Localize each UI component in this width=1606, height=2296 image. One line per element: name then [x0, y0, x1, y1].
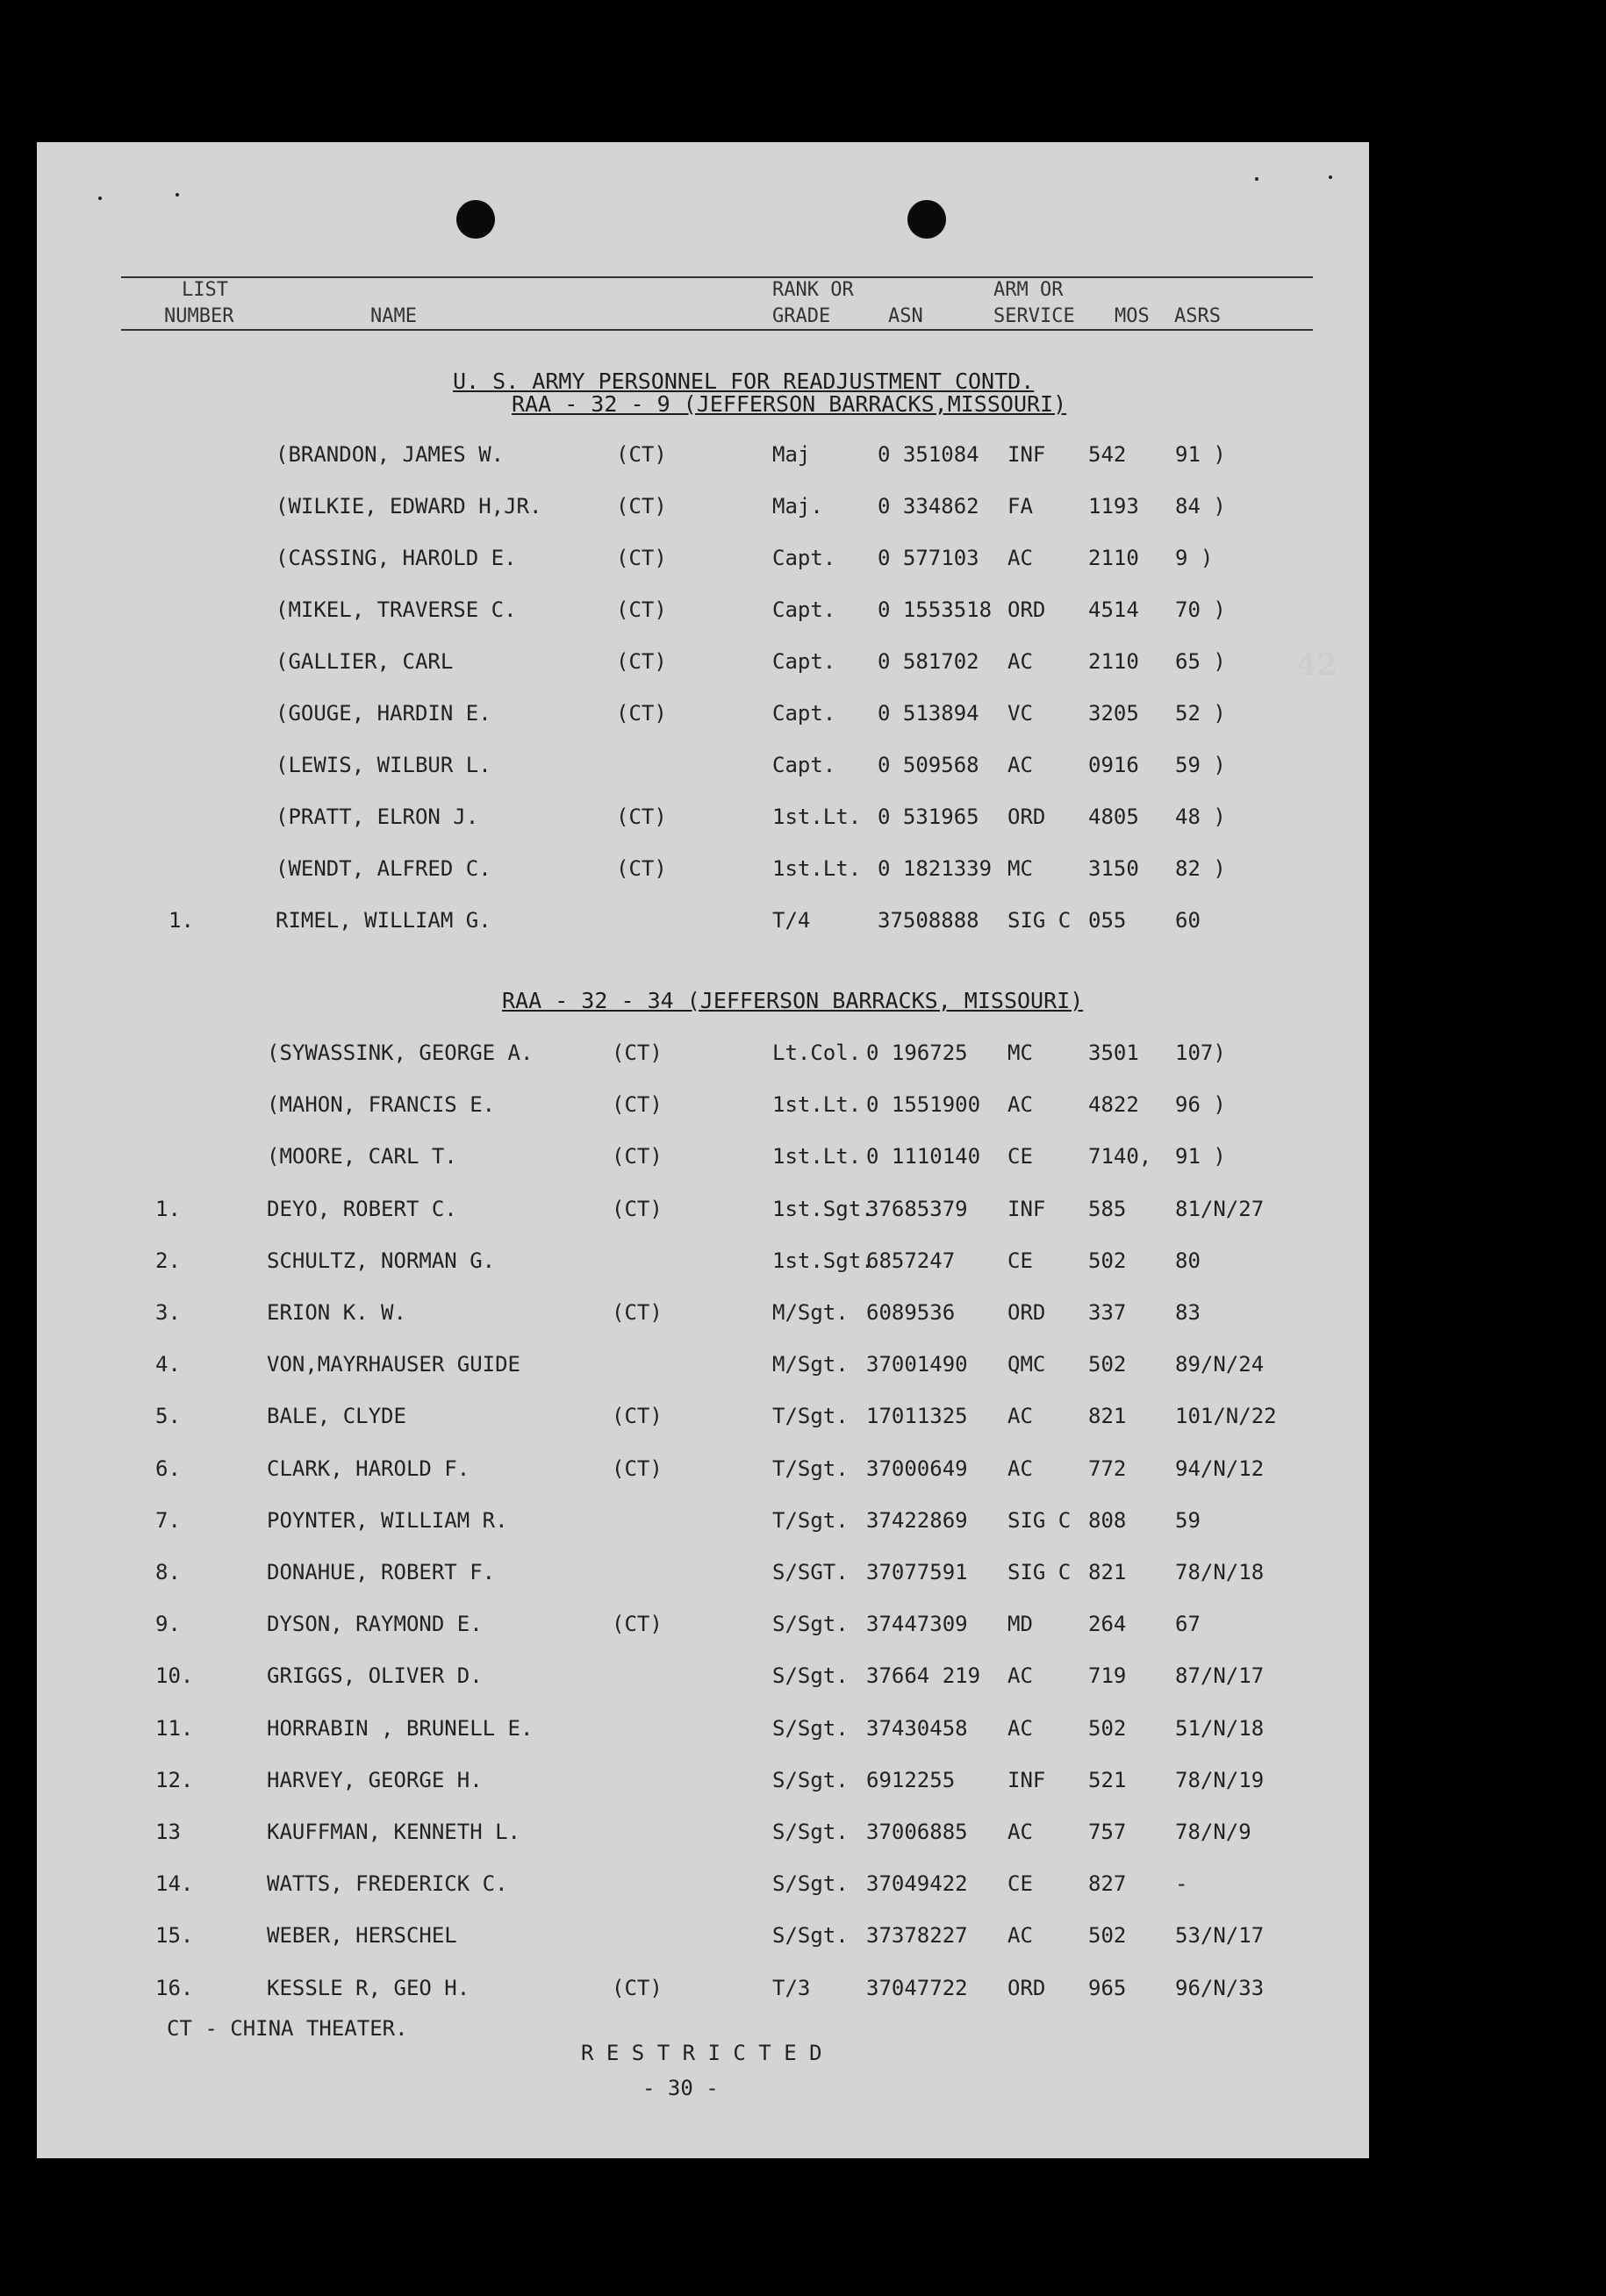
cell-asn: 37006885	[866, 1820, 968, 1844]
cell-mos: 2110	[1088, 649, 1139, 674]
cell-arm: INF	[1007, 1196, 1046, 1221]
cell-rank: T/Sgt.	[772, 1507, 849, 1533]
cell-arm: AC	[1007, 1456, 1033, 1481]
cell-asn: 37001490	[866, 1352, 968, 1377]
cell-asn: 0 581702	[878, 649, 979, 674]
cell-asn: 37077591	[866, 1560, 968, 1584]
cell-rank: T/3	[772, 1975, 811, 2000]
cell-asn: 0 1821339	[878, 856, 993, 881]
cell-asrs: 60	[1175, 908, 1201, 933]
cell-name: (PRATT, ELRON J.	[276, 805, 479, 829]
cell-arm: SIG C	[1007, 908, 1072, 933]
cell-mos: 502	[1088, 1923, 1127, 1949]
cell-arm: ORD	[1007, 597, 1046, 622]
cell-rank: Capt.	[772, 753, 836, 777]
cell-asrs: 82 )	[1175, 856, 1226, 881]
cell-name: POYNTER, WILLIAM R.	[267, 1507, 508, 1533]
cell-num: 16.	[155, 1975, 194, 2000]
cell-name: VON,MAYRHAUSER GUIDE	[267, 1352, 520, 1377]
cell-arm: CE	[1007, 1144, 1033, 1169]
cell-arm: FA	[1007, 494, 1033, 519]
cell-asrs: 65 )	[1175, 649, 1226, 674]
cell-name: ERION K. W.	[267, 1300, 406, 1325]
cell-ct: (CT)	[616, 805, 667, 829]
cell-asn: 0 513894	[878, 701, 979, 726]
cell-ct: (CT)	[616, 597, 667, 622]
cell-name: CLARK, HAROLD F.	[267, 1456, 470, 1481]
cell-asrs: 67	[1175, 1612, 1201, 1637]
cell-asn: 0 577103	[878, 546, 979, 570]
restricted-stamp: R E S T R I C T E D	[581, 2041, 822, 2065]
cell-ct: (CT)	[616, 494, 667, 519]
cell-name: GRIGGS, OLIVER D.	[267, 1663, 483, 1689]
cell-rank: S/Sgt.	[772, 1767, 849, 1792]
cell-rank: 1st.Lt.	[772, 856, 862, 881]
cell-name: (WENDT, ALFRED C.	[276, 856, 491, 881]
cell-name: HORRABIN , BRUNELL E.	[267, 1715, 534, 1741]
section-heading-raa-32-34: RAA - 32 - 34 (JEFFERSON BARRACKS, MISSOURI)	[502, 988, 1084, 1013]
page-mark: 42	[1296, 647, 1338, 683]
cell-name: HARVEY, GEORGE H.	[267, 1767, 483, 1792]
cell-num: 12.	[155, 1767, 194, 1792]
cell-arm: AC	[1007, 753, 1033, 777]
cell-num: 8.	[155, 1560, 181, 1584]
cell-asn: 37508888	[878, 908, 979, 933]
cell-name: (MOORE, CARL T.	[267, 1144, 457, 1169]
cell-ct: (CT)	[612, 1144, 663, 1169]
cell-ct: (CT)	[616, 442, 667, 467]
cell-asn: 0 196725	[866, 1041, 968, 1065]
cell-ct: (CT)	[612, 1456, 663, 1481]
cell-asrs: 80	[1175, 1248, 1201, 1273]
cell-arm: MC	[1007, 856, 1033, 881]
cell-mos: 502	[1088, 1715, 1127, 1741]
cell-mos: 808	[1088, 1507, 1127, 1533]
cell-arm: AC	[1007, 1663, 1033, 1689]
cell-mos: 7140,	[1088, 1144, 1152, 1169]
cell-arm: ORD	[1007, 805, 1046, 829]
cell-name: (WILKIE, EDWARD H,JR.	[276, 494, 542, 519]
cell-ct: (CT)	[612, 1612, 663, 1637]
cell-mos: 2110	[1088, 546, 1139, 570]
punch-hole-right	[907, 200, 946, 239]
cell-arm: AC	[1007, 1820, 1033, 1844]
cell-mos: 4514	[1088, 597, 1139, 622]
cell-asn: 37430458	[866, 1715, 968, 1741]
col-header-arm: ARM OR	[993, 279, 1064, 301]
speck	[1329, 175, 1332, 179]
col-header-asn: ASN	[888, 305, 923, 327]
cell-asrs: 70 )	[1175, 597, 1226, 622]
cell-asrs: 83	[1175, 1300, 1201, 1325]
cell-asrs: 101/N/22	[1175, 1404, 1277, 1429]
cell-mos: 965	[1088, 1975, 1127, 2000]
cell-arm: MC	[1007, 1041, 1033, 1065]
cell-asn: 0 1553518	[878, 597, 993, 622]
cell-rank: S/Sgt.	[772, 1663, 849, 1689]
cell-ct: (CT)	[616, 649, 667, 674]
cell-arm: AC	[1007, 1923, 1033, 1949]
col-header-grade: GRADE	[772, 305, 831, 327]
cell-num: 1.	[168, 908, 194, 933]
cell-arm: AC	[1007, 1092, 1033, 1118]
cell-asn: 6857247	[866, 1248, 956, 1273]
cell-mos: 719	[1088, 1663, 1127, 1689]
cell-arm: AC	[1007, 1404, 1033, 1429]
cell-num: 3.	[155, 1300, 181, 1325]
cell-mos: 3150	[1088, 856, 1139, 881]
cell-rank: S/SGT.	[772, 1560, 849, 1584]
cell-ct: (CT)	[616, 856, 667, 881]
cell-name: WATTS, FREDERICK C.	[267, 1871, 508, 1897]
cell-asrs: 48 )	[1175, 805, 1226, 829]
cell-num: 1.	[155, 1196, 181, 1221]
cell-ct: (CT)	[612, 1041, 663, 1065]
cell-arm: ORD	[1007, 1300, 1046, 1325]
cell-mos: 3205	[1088, 701, 1139, 726]
cell-name: (LEWIS, WILBUR L.	[276, 753, 491, 777]
cell-rank: 1st.Lt.	[772, 805, 862, 829]
cell-mos: 821	[1088, 1560, 1127, 1584]
cell-ct: (CT)	[612, 1092, 663, 1118]
cell-asn: 0 1110140	[866, 1144, 981, 1169]
cell-mos: 772	[1088, 1456, 1127, 1481]
cell-mos: 4822	[1088, 1092, 1139, 1118]
cell-ct: (CT)	[612, 1975, 663, 2000]
cell-arm: ORD	[1007, 1975, 1046, 2000]
cell-asn: 37047722	[866, 1975, 968, 2000]
cell-name: DEYO, ROBERT C.	[267, 1196, 457, 1221]
header-rule-top	[121, 276, 1313, 278]
cell-asn: 0 1551900	[866, 1092, 981, 1118]
col-header-number: NUMBER	[164, 305, 234, 327]
cell-arm: CE	[1007, 1871, 1033, 1897]
cell-rank: T/Sgt.	[772, 1404, 849, 1429]
cell-mos: 337	[1088, 1300, 1127, 1325]
header-rule-bottom	[121, 329, 1313, 331]
cell-asn: 37685379	[866, 1196, 968, 1221]
cell-mos: 4805	[1088, 805, 1139, 829]
cell-arm: INF	[1007, 1767, 1046, 1792]
cell-name: DYSON, RAYMOND E.	[267, 1612, 483, 1637]
cell-asrs: -	[1175, 1871, 1188, 1897]
cell-ct: (CT)	[612, 1196, 663, 1221]
cell-rank: Capt.	[772, 701, 836, 726]
document-title: U. S. ARMY PERSONNEL FOR READJUSTMENT CONTD.	[453, 368, 1035, 394]
cell-mos: 264	[1088, 1612, 1127, 1637]
cell-asrs: 52 )	[1175, 701, 1226, 726]
cell-rank: Capt.	[772, 597, 836, 622]
cell-asn: 37049422	[866, 1871, 968, 1897]
cell-asrs: 91 )	[1175, 442, 1226, 467]
cell-name: (SYWASSINK, GEORGE A.	[267, 1041, 534, 1065]
cell-rank: T/Sgt.	[772, 1456, 849, 1481]
cell-asn: 37447309	[866, 1612, 968, 1637]
cell-mos: 827	[1088, 1871, 1127, 1897]
cell-asrs: 59	[1175, 1507, 1201, 1533]
cell-name: BALE, CLYDE	[267, 1404, 406, 1429]
cell-mos: 757	[1088, 1820, 1127, 1844]
cell-rank: Lt.Col.	[772, 1041, 862, 1065]
speck	[176, 193, 179, 197]
cell-rank: T/4	[772, 908, 811, 933]
section-heading-raa-32-9: RAA - 32 - 9 (JEFFERSON BARRACKS,MISSOURI)	[512, 391, 1067, 417]
cell-num: 15.	[155, 1923, 194, 1949]
cell-num: 7.	[155, 1507, 181, 1533]
cell-asrs: 59 )	[1175, 753, 1226, 777]
cell-name: RIMEL, WILLIAM G.	[276, 908, 491, 933]
cell-ct: (CT)	[616, 546, 667, 570]
cell-asn: 6089536	[866, 1300, 956, 1325]
cell-num: 11.	[155, 1715, 194, 1741]
cell-rank: 1st.Lt.	[772, 1092, 862, 1118]
cell-asn: 0 351084	[878, 442, 979, 467]
cell-asrs: 78/N/9	[1175, 1820, 1251, 1844]
cell-arm: QMC	[1007, 1352, 1046, 1377]
cell-rank: S/Sgt.	[772, 1923, 849, 1949]
cell-rank: S/Sgt.	[772, 1820, 849, 1844]
cell-arm: AC	[1007, 649, 1033, 674]
col-header-service: SERVICE	[993, 305, 1075, 327]
cell-num: 9.	[155, 1612, 181, 1637]
cell-rank: M/Sgt.	[772, 1300, 849, 1325]
cell-asn: 0 334862	[878, 494, 979, 519]
cell-asrs: 96/N/33	[1175, 1975, 1265, 2000]
cell-rank: Maj.	[772, 494, 823, 519]
cell-rank: 1st.Sgt.	[772, 1248, 874, 1273]
cell-arm: VC	[1007, 701, 1033, 726]
cell-rank: 1st.Sgt.	[772, 1196, 874, 1221]
footnote: CT - CHINA THEATER.	[167, 2016, 408, 2041]
cell-arm: INF	[1007, 442, 1046, 467]
cell-mos: 3501	[1088, 1041, 1139, 1065]
cell-asn: 6912255	[866, 1767, 956, 1792]
cell-asrs: 89/N/24	[1175, 1352, 1265, 1377]
cell-num: 13	[155, 1820, 181, 1844]
cell-asrs: 87/N/17	[1175, 1663, 1265, 1689]
cell-name: (BRANDON, JAMES W.	[276, 442, 505, 467]
cell-name: KAUFFMAN, KENNETH L.	[267, 1820, 520, 1844]
cell-mos: 0916	[1088, 753, 1139, 777]
punch-hole-left	[456, 200, 495, 239]
cell-asrs: 81/N/27	[1175, 1196, 1265, 1221]
cell-mos: 585	[1088, 1196, 1127, 1221]
cell-ct: (CT)	[616, 701, 667, 726]
cell-name: WEBER, HERSCHEL	[267, 1923, 457, 1949]
cell-arm: SIG C	[1007, 1507, 1072, 1533]
cell-rank: Capt.	[772, 649, 836, 674]
cell-name: (GALLIER, CARL	[276, 649, 454, 674]
cell-arm: CE	[1007, 1248, 1033, 1273]
cell-mos: 521	[1088, 1767, 1127, 1792]
cell-num: 6.	[155, 1456, 181, 1481]
cell-rank: M/Sgt.	[772, 1352, 849, 1377]
col-header-name: NAME	[370, 305, 417, 327]
cell-mos: 1193	[1088, 494, 1139, 519]
cell-num: 2.	[155, 1248, 181, 1273]
cell-num: 5.	[155, 1404, 181, 1429]
cell-num: 4.	[155, 1352, 181, 1377]
cell-name: DONAHUE, ROBERT F.	[267, 1560, 496, 1584]
cell-rank: 1st.Lt.	[772, 1144, 862, 1169]
cell-mos: 055	[1088, 908, 1127, 933]
cell-asn: 37664 219	[866, 1663, 981, 1689]
cell-num: 10.	[155, 1663, 194, 1689]
cell-mos: 502	[1088, 1248, 1127, 1273]
page-number: - 30 -	[642, 2076, 719, 2100]
cell-asrs: 94/N/12	[1175, 1456, 1265, 1481]
cell-asn: 37000649	[866, 1456, 968, 1481]
cell-rank: S/Sgt.	[772, 1871, 849, 1897]
cell-mos: 502	[1088, 1352, 1127, 1377]
speck	[1255, 177, 1258, 181]
col-header-asrs: ASRS	[1174, 305, 1221, 327]
cell-asrs: 107)	[1175, 1041, 1226, 1065]
col-header-mos: MOS	[1115, 305, 1150, 327]
cell-arm: AC	[1007, 546, 1033, 570]
cell-arm: SIG C	[1007, 1560, 1072, 1584]
cell-asrs: 84 )	[1175, 494, 1226, 519]
cell-asn: 37422869	[866, 1507, 968, 1533]
cell-ct: (CT)	[612, 1404, 663, 1429]
col-header-rank: RANK OR	[772, 279, 854, 301]
cell-asn: 17011325	[866, 1404, 968, 1429]
cell-name: SCHULTZ, NORMAN G.	[267, 1248, 496, 1273]
cell-asn: 37378227	[866, 1923, 968, 1949]
document-page	[37, 142, 1369, 2158]
cell-rank: S/Sgt.	[772, 1612, 849, 1637]
cell-name: (MIKEL, TRAVERSE C.	[276, 597, 517, 622]
cell-arm: MD	[1007, 1612, 1033, 1637]
cell-rank: Maj	[772, 442, 811, 467]
cell-rank: S/Sgt.	[772, 1715, 849, 1741]
cell-num: 14.	[155, 1871, 194, 1897]
cell-asn: 0 509568	[878, 753, 979, 777]
cell-asrs: 53/N/17	[1175, 1923, 1265, 1949]
cell-name: (CASSING, HAROLD E.	[276, 546, 517, 570]
cell-asrs: 51/N/18	[1175, 1715, 1265, 1741]
cell-rank: Capt.	[772, 546, 836, 570]
cell-arm: AC	[1007, 1715, 1033, 1741]
cell-ct: (CT)	[612, 1300, 663, 1325]
cell-mos: 542	[1088, 442, 1127, 467]
cell-asrs: 9 )	[1175, 546, 1214, 570]
cell-asrs: 96 )	[1175, 1092, 1226, 1118]
cell-asrs: 78/N/19	[1175, 1767, 1265, 1792]
cell-asn: 0 531965	[878, 805, 979, 829]
cell-mos: 821	[1088, 1404, 1127, 1429]
speck	[98, 197, 102, 200]
cell-name: KESSLE R, GEO H.	[267, 1975, 470, 2000]
cell-asrs: 78/N/18	[1175, 1560, 1265, 1584]
cell-asrs: 91 )	[1175, 1144, 1226, 1169]
cell-name: (GOUGE, HARDIN E.	[276, 701, 491, 726]
col-header-list: LIST	[182, 279, 228, 301]
cell-name: (MAHON, FRANCIS E.	[267, 1092, 496, 1118]
